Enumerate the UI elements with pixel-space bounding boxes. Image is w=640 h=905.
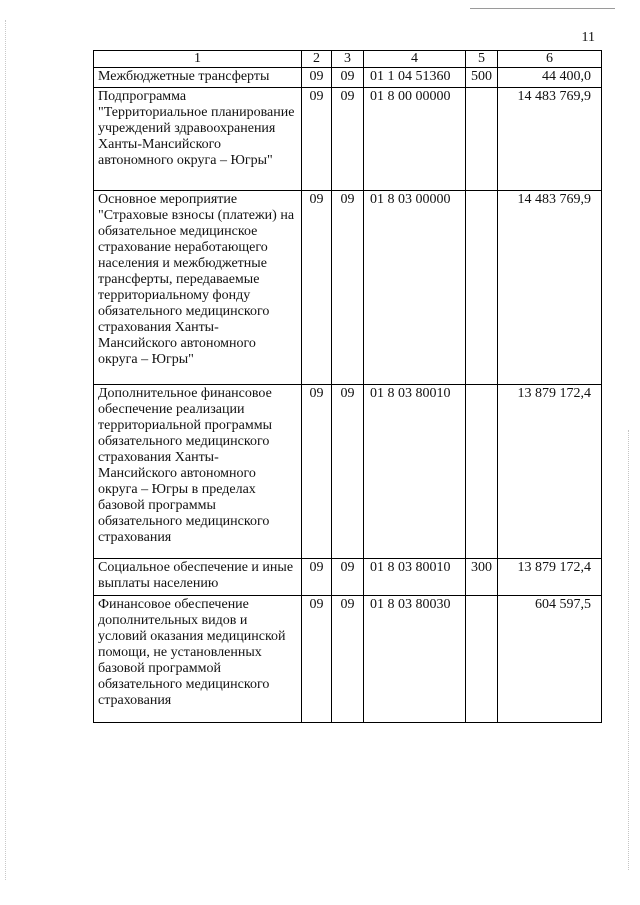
amount-cell: 13 879 172,4 bbox=[498, 385, 602, 559]
item-name-cell: Основное мероприятие "Страховые взносы (платежи) на обязательное медицинское страхование неработающего населения и межбюджетные трансферты, передаваемые территориальному фонду обязательного медицинского страхования Ханты-Мансийского автономного округа – Югры" bbox=[94, 191, 302, 385]
page-number: 11 bbox=[581, 30, 595, 45]
subsection-code-cell: 09 bbox=[332, 596, 364, 723]
table-row bbox=[94, 191, 602, 385]
table-row bbox=[94, 68, 602, 88]
table-row bbox=[94, 559, 602, 596]
scan-right-edge bbox=[628, 430, 630, 870]
table-header-row bbox=[94, 51, 602, 68]
expense-type-cell bbox=[466, 596, 498, 723]
item-name-cell: Финансовое обеспечение дополнительных видов и условий оказания медицинской помощи, не установленных базовой программой обязательного медицинского страхования bbox=[94, 596, 302, 723]
table-row bbox=[94, 88, 602, 191]
column-header: 5 bbox=[466, 51, 498, 68]
column-header: 4 bbox=[364, 51, 466, 68]
amount-cell: 604 597,5 bbox=[498, 596, 602, 723]
item-name-cell: Социальное обеспечение и иные выплаты населению bbox=[94, 559, 302, 596]
subsection-code-cell: 09 bbox=[332, 68, 364, 88]
section-code-cell: 09 bbox=[302, 385, 332, 559]
target-article-cell: 01 8 00 00000 bbox=[364, 88, 466, 191]
item-name-cell: Подпрограмма "Территориальное планирование учреждений здравоохранения Ханты-Мансийского автономного округа – Югры" bbox=[94, 88, 302, 191]
item-name-cell: Межбюджетные трансферты bbox=[94, 68, 302, 88]
column-header: 1 bbox=[94, 51, 302, 68]
expense-type-cell: 300 bbox=[466, 559, 498, 596]
target-article-cell: 01 1 04 51360 bbox=[364, 68, 466, 88]
table-row bbox=[94, 596, 602, 723]
expense-type-cell bbox=[466, 191, 498, 385]
scan-binding-edge bbox=[5, 20, 7, 880]
subsection-code-cell: 09 bbox=[332, 191, 364, 385]
scan-edge-line bbox=[470, 8, 615, 9]
amount-cell: 44 400,0 bbox=[498, 68, 602, 88]
subsection-code-cell: 09 bbox=[332, 559, 364, 596]
amount-cell: 14 483 769,9 bbox=[498, 191, 602, 385]
subsection-code-cell: 09 bbox=[332, 385, 364, 559]
column-header: 2 bbox=[302, 51, 332, 68]
amount-cell: 14 483 769,9 bbox=[498, 88, 602, 191]
section-code-cell: 09 bbox=[302, 68, 332, 88]
target-article-cell: 01 8 03 80030 bbox=[364, 596, 466, 723]
item-name-cell: Дополнительное финансовое обеспечение реализации территориальной программы обязательного медицинского страхования Ханты-Мансийского автономного округа – Югры в пределах базовой программы обязательного медицинского страхования bbox=[94, 385, 302, 559]
expense-type-cell: 500 bbox=[466, 68, 498, 88]
expense-type-cell bbox=[466, 385, 498, 559]
table-row bbox=[94, 385, 602, 559]
subsection-code-cell: 09 bbox=[332, 88, 364, 191]
column-header: 6 bbox=[498, 51, 602, 68]
section-code-cell: 09 bbox=[302, 88, 332, 191]
section-code-cell: 09 bbox=[302, 596, 332, 723]
expense-type-cell bbox=[466, 88, 498, 191]
target-article-cell: 01 8 03 00000 bbox=[364, 191, 466, 385]
budget-allocation-table bbox=[93, 50, 602, 723]
section-code-cell: 09 bbox=[302, 559, 332, 596]
target-article-cell: 01 8 03 80010 bbox=[364, 385, 466, 559]
column-header: 3 bbox=[332, 51, 364, 68]
amount-cell: 13 879 172,4 bbox=[498, 559, 602, 596]
target-article-cell: 01 8 03 80010 bbox=[364, 559, 466, 596]
section-code-cell: 09 bbox=[302, 191, 332, 385]
